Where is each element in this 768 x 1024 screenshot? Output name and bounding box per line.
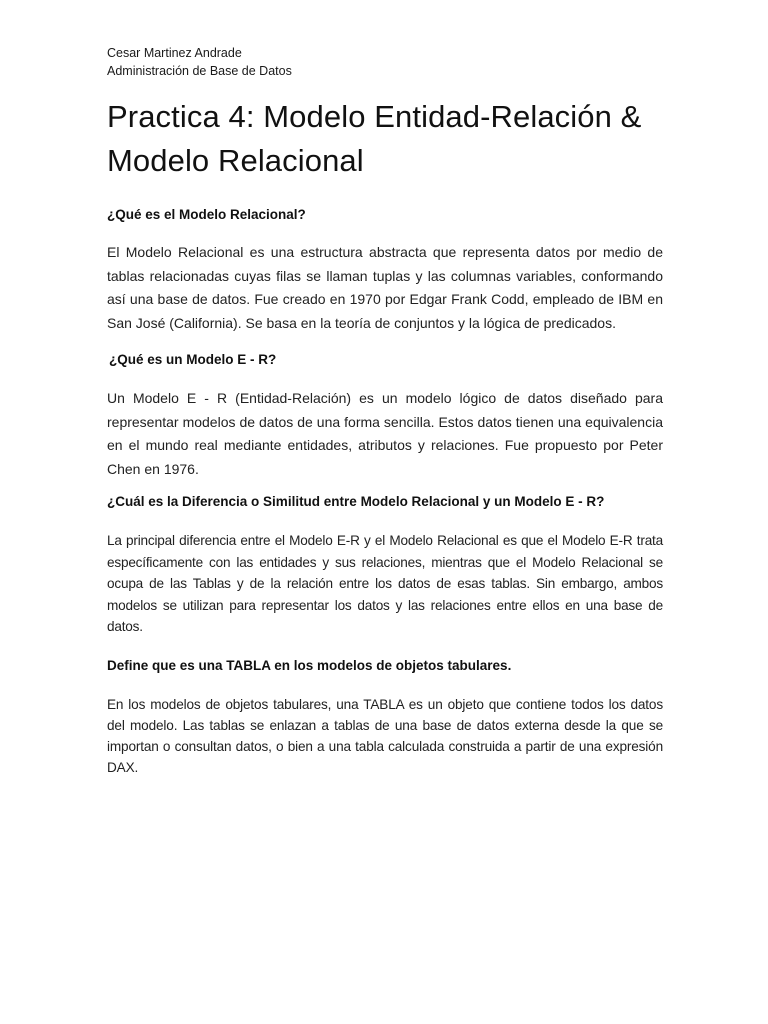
question-difference: ¿Cuál es la Diferencia o Similitud entre Modelo Relacional y un Modelo E - R? [107,494,605,509]
question-relational-model: ¿Qué es el Modelo Relacional? [107,207,306,222]
answer-er-model: Un Modelo E - R (Entidad-Relación) es un modelo lógico de datos diseñado para representar modelos de datos de una forma sencilla. Estos datos tienen una equivalencia en el mundo real mediante entidades, atributos y relaciones. Fue propuesto por Peter Chen en 1976. [107,390,663,477]
question-table-definition: Define que es una TABLA en los modelos de objetos tabulares. [107,657,512,673]
answer-table-definition: En los modelos de objetos tabulares, una TABLA es un objeto que contiene todos los datos del modelo. Las tablas se enlazan a tablas de una base de datos externa desde la que se importan o consultan datos, o bien a una tabla calculada construida a partir de una expresión DAX. [107,696,663,775]
page-title: Practica 4: Modelo Entidad-Relación & Modelo Relacional [107,99,642,178]
question-er-model: ¿Qué es un Modelo E - R? [109,352,277,367]
author-name: Cesar Martinez Andrade [107,46,242,60]
answer-relational-model: El Modelo Relacional es una estructura abstracta que representa datos por medio de tablas relacionadas cuyas filas se llaman tuplas y las columnas variables, conformando así una base de datos. Fue creado en 1970 por Edgar Frank Codd, empleado de IBM en San José (California). Se basa en la teoría de conjuntos y la lógica de predicados. [107,244,663,331]
course-name: Administración de Base de Datos [107,64,292,78]
document-page [107,44,663,778]
answer-difference: La principal diferencia entre el Modelo E-R y el Modelo Relacional es que el Modelo E-R trata específicamente con las entidades y sus relaciones, mientras que el Modelo Relacional se ocupa de las Tablas y de la relación entre los datos de esas tablas. Sin embargo, ambos modelos se utilizan para representar los datos y las relaciones entre ellos en una base de datos. [107,533,663,634]
